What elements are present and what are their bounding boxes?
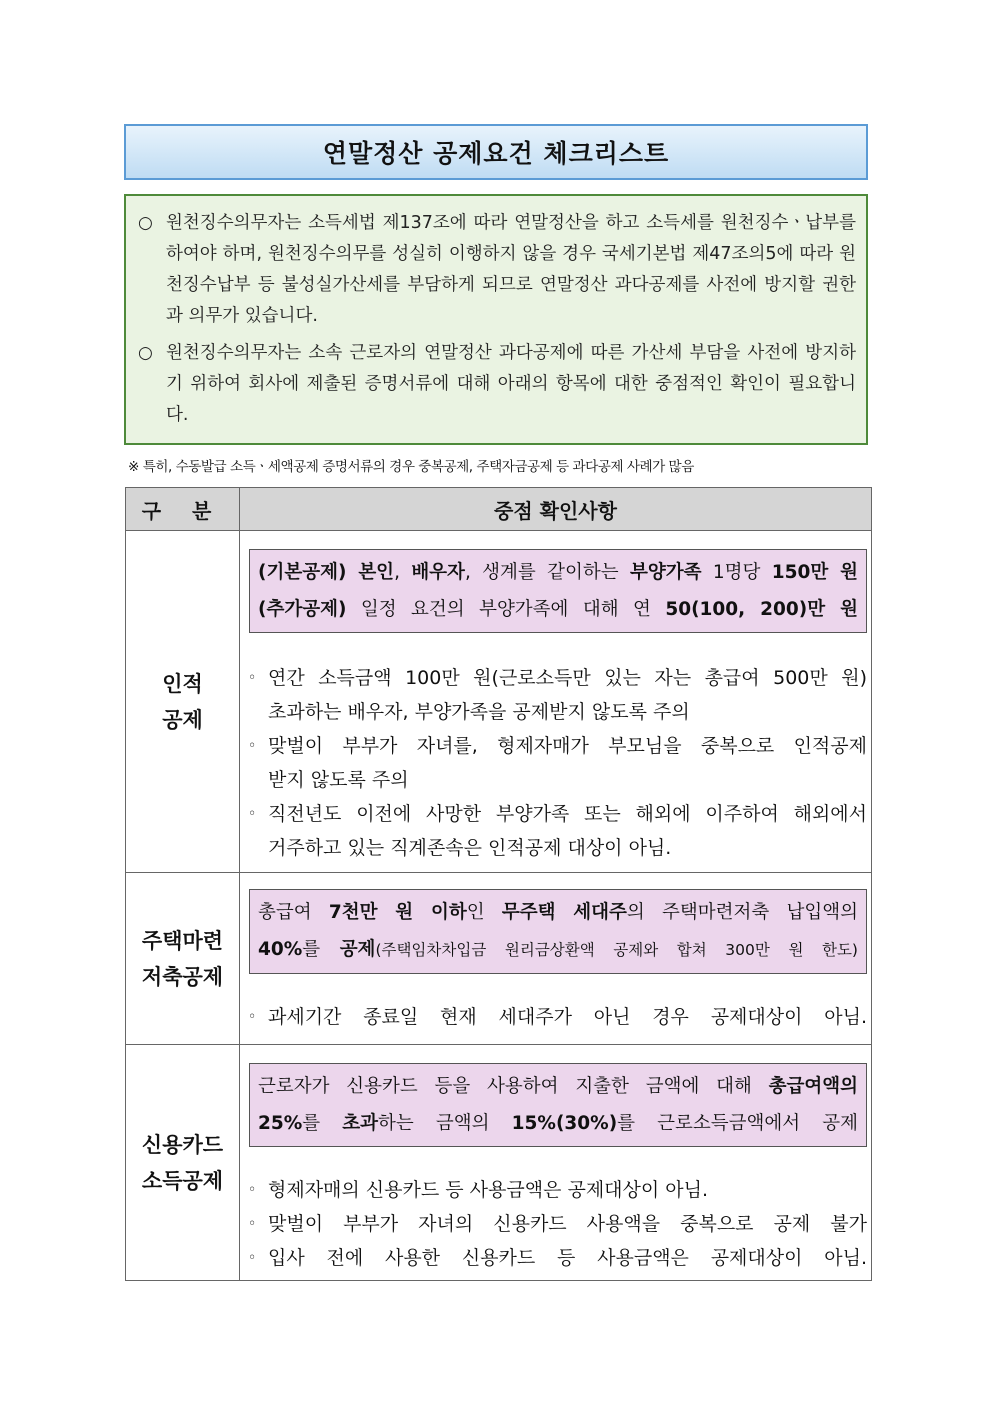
row-content [240, 531, 872, 873]
row-label-line: 주택마련 [141, 928, 224, 953]
intro-paragraph [138, 338, 856, 431]
small-circle-bullet-icon: ◦ [248, 738, 257, 754]
row-content [240, 873, 872, 1045]
row-label-line: 저축공제 [141, 964, 224, 989]
table-row [126, 531, 872, 873]
circle-bullet-icon: ○ [138, 343, 153, 363]
check-items [248, 1173, 867, 1275]
circle-bullet-icon: ○ [138, 213, 153, 233]
small-circle-bullet-icon: ◦ [248, 1250, 257, 1266]
document-title: 연말정산 공제요건 체크리스트 [322, 139, 670, 168]
table-row [126, 1045, 872, 1281]
key-info-line: (기본공제) 본인, 배우자, 생계를 같이하는 부양가족 1명당 150만 원 [258, 562, 858, 583]
row-content [240, 1045, 872, 1281]
list-item: ◦ 직전년도 이전에 사망한 부양가족 또는 해외에 이주하여 해외에서 거주하고 있는 직계존속은 인적공제 대상이 아님. [248, 797, 867, 865]
check-items [248, 661, 867, 865]
header-check-items: 중점 확인사항 [240, 488, 872, 531]
row-label [126, 873, 240, 1045]
document-title-box [124, 124, 868, 180]
checklist-table [125, 487, 872, 1281]
list-item: ◦ 입사 전에 사용한 신용카드 등 사용금액은 공제대상이 아님. [248, 1241, 867, 1275]
key-info-box [249, 889, 867, 974]
small-circle-bullet-icon: ◦ [248, 806, 257, 822]
row-label-line: 공제 [162, 707, 203, 732]
key-info-box [249, 549, 867, 633]
intro-text: 원천징수의무자는 소득세법 제137조에 따라 연말정산을 하고 소득세를 원천징수ㆍ납부를 하여야 하며, 원천징수의무를 성실히 이행하지 않을 경우 국세기본법 제47조의5에 따라 원천징수납부 등 불성실가산세를 부담하게 되므로 연말정산 과다공제를 사전에 방지할 권한과 의무가 있습니다. [166, 213, 856, 326]
small-circle-bullet-icon: ◦ [248, 1216, 257, 1232]
small-circle-bullet-icon: ◦ [248, 670, 257, 686]
row-label-line: 소득공제 [141, 1168, 224, 1193]
row-label [126, 1045, 240, 1281]
intro-text: 원천징수의무자는 소속 근로자의 연말정산 과다공제에 따른 가산세 부담을 사전에 방지하기 위하여 회사에 제출된 증명서류에 대해 아래의 항목에 대한 중점적인 확인이 필요합니다. [166, 343, 856, 425]
row-label [126, 531, 240, 873]
list-item: ◦ 맞벌이 부부가 자녀를, 형제자매가 부모님을 중복으로 인적공제 받지 않도록 주의 [248, 729, 867, 797]
row-label-line: 인적 [162, 671, 203, 696]
row-label-line: 신용카드 [141, 1132, 224, 1157]
list-item: ◦ 형제자매의 신용카드 등 사용금액은 공제대상이 아님. [248, 1173, 867, 1207]
intro-paragraph [138, 208, 856, 332]
key-info-line: (추가공제) 일정 요건의 부양가족에 대해 연 50(100, 200)만 원 [258, 599, 858, 620]
key-info-line: 40%를 공제(주택임차차입금 원리금상환액 공제와 합쳐 300만 원 한도) [258, 939, 858, 960]
caution-note: ※ 특히, 수동발급 소득ㆍ세액공제 증명서류의 경우 중복공제, 주택자금공제 등 과다공제 사례가 많음 [128, 459, 694, 475]
intro-box [124, 194, 868, 445]
key-info-line: 근로자가 신용카드 등을 사용하여 지출한 금액에 대해 총급여액의 [258, 1076, 858, 1097]
table-header-row [126, 488, 872, 531]
small-circle-bullet-icon: ◦ [248, 1182, 257, 1198]
list-item: ◦ 맞벌이 부부가 자녀의 신용카드 사용액을 중복으로 공제 불가 [248, 1207, 867, 1241]
header-category: 구 분 [126, 488, 240, 531]
small-circle-bullet-icon: ◦ [248, 1009, 257, 1025]
list-item: ◦ 연간 소득금액 100만 원(근로소득만 있는 자는 총급여 500만 원) 초과하는 배우자, 부양가족을 공제받지 않도록 주의 [248, 661, 867, 729]
list-item: ◦ 과세기간 종료일 현재 세대주가 아닌 경우 공제대상이 아님. [248, 1000, 867, 1034]
key-info-line: 총급여 7천만 원 이하인 무주택 세대주의 주택마련저축 납입액의 [258, 902, 858, 923]
check-items [248, 1000, 867, 1034]
table-row [126, 873, 872, 1045]
key-info-line: 25%를 초과하는 금액의 15%(30%)를 근로소득금액에서 공제 [258, 1113, 858, 1134]
key-info-box [249, 1063, 867, 1147]
